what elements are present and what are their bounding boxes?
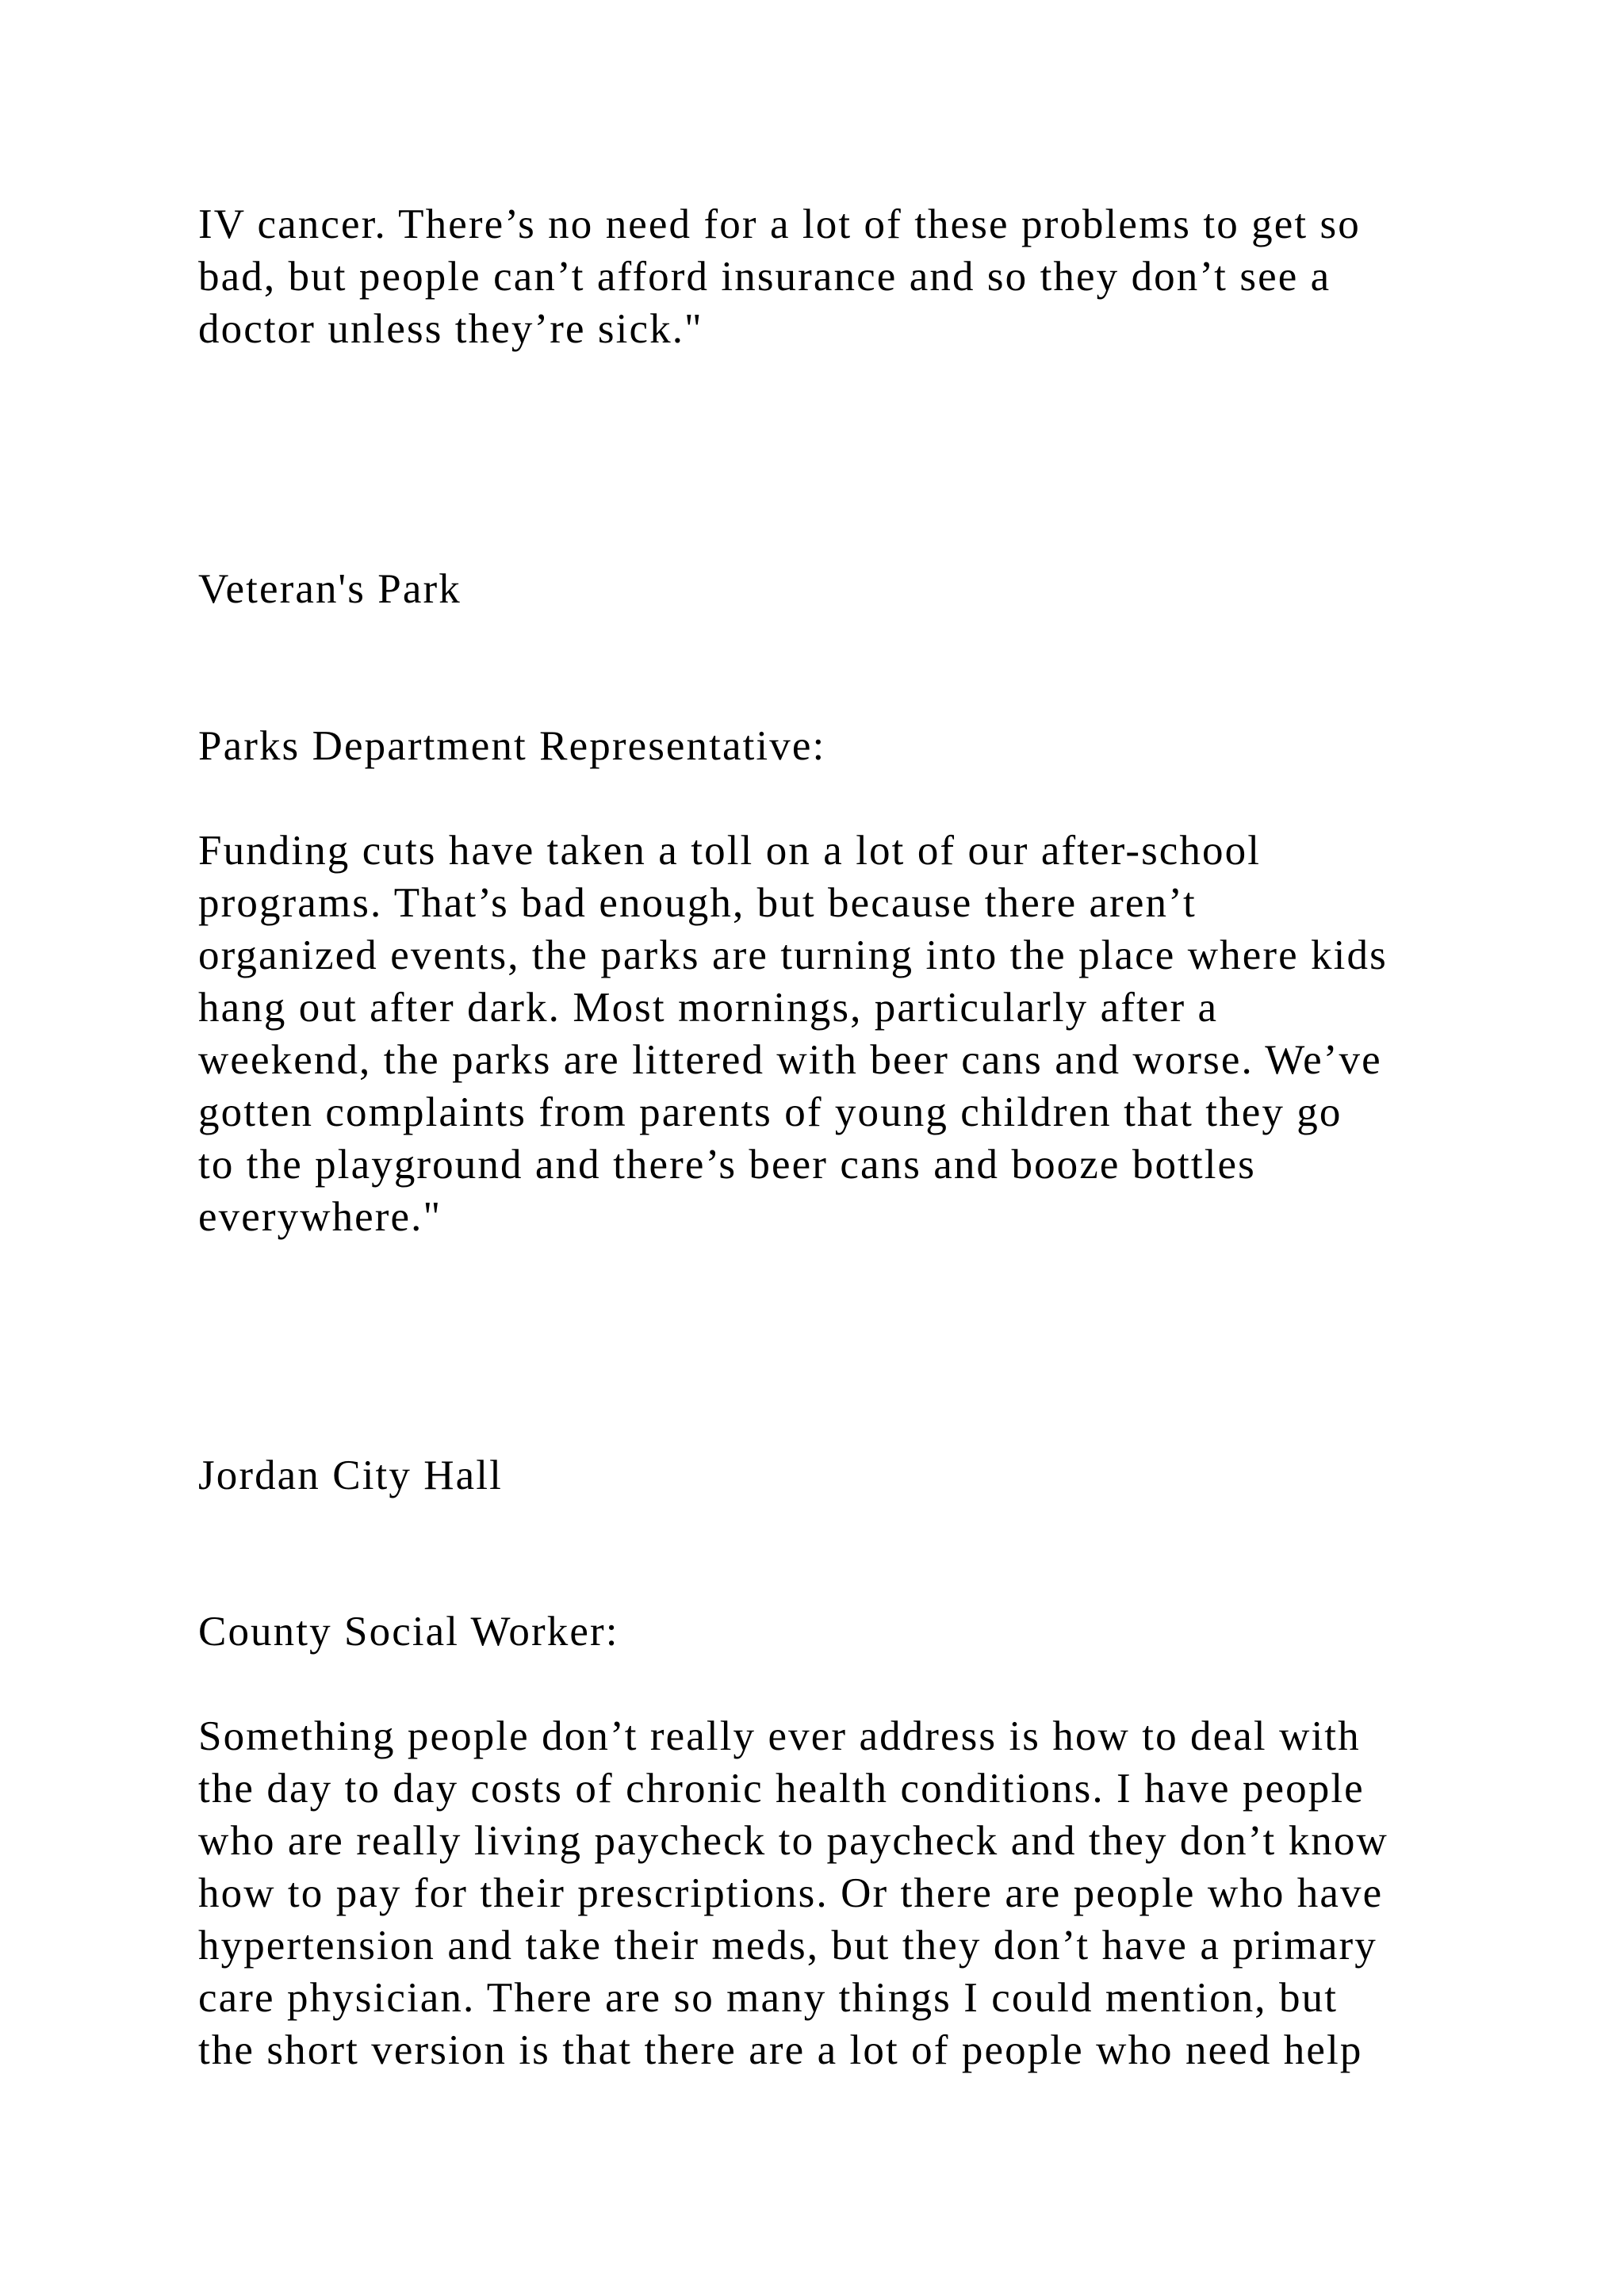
city-hall-paragraph-line: hypertension and take their meds, but they don’t have a primary bbox=[198, 1923, 1377, 1969]
location-heading-city-hall: Jordan City Hall bbox=[198, 1452, 503, 1498]
park-paragraph-line: Funding cuts have taken a toll on a lot of our after-school bbox=[198, 828, 1262, 874]
city-hall-paragraph-line: who are really living paycheck to paycheck and they don’t know bbox=[198, 1818, 1388, 1864]
park-paragraph-line: weekend, the parks are littered with beer cans and worse. We’ve bbox=[198, 1037, 1382, 1083]
city-hall-paragraph-line: the day to day costs of chronic health conditions. I have people bbox=[198, 1766, 1365, 1812]
city-hall-paragraph-line: Something people don’t really ever address is how to deal with bbox=[198, 1713, 1361, 1759]
city-hall-paragraph-line: the short version is that there are a lot of people who need help bbox=[198, 2027, 1363, 2073]
intro-line: IV cancer. There’s no need for a lot of these problems to get so bbox=[198, 201, 1361, 247]
intro-line: doctor unless they’re sick." bbox=[198, 306, 703, 352]
city-hall-paragraph-line: care physician. There are so many things I could mention, but bbox=[198, 1975, 1339, 2021]
park-paragraph-line: everywhere." bbox=[198, 1194, 442, 1240]
park-paragraph-line: organized events, the parks are turning into the place where kids bbox=[198, 932, 1388, 978]
location-heading-park: Veteran's Park bbox=[198, 566, 462, 612]
park-paragraph-line: gotten complaints from parents of young children that they go bbox=[198, 1089, 1342, 1135]
park-paragraph-line: programs. That’s bad enough, but because there aren’t bbox=[198, 880, 1197, 926]
speaker-label-social-worker: County Social Worker: bbox=[198, 1609, 619, 1655]
speaker-label-parks: Parks Department Representative: bbox=[198, 723, 826, 769]
city-hall-paragraph-line: how to pay for their prescriptions. Or there are people who have bbox=[198, 1870, 1384, 1916]
park-paragraph-line: to the playground and there’s beer cans and booze bottles bbox=[198, 1142, 1256, 1188]
intro-line: bad, but people can’t afford insurance and so they don’t see a bbox=[198, 254, 1331, 300]
park-paragraph-line: hang out after dark. Most mornings, particularly after a bbox=[198, 985, 1219, 1031]
